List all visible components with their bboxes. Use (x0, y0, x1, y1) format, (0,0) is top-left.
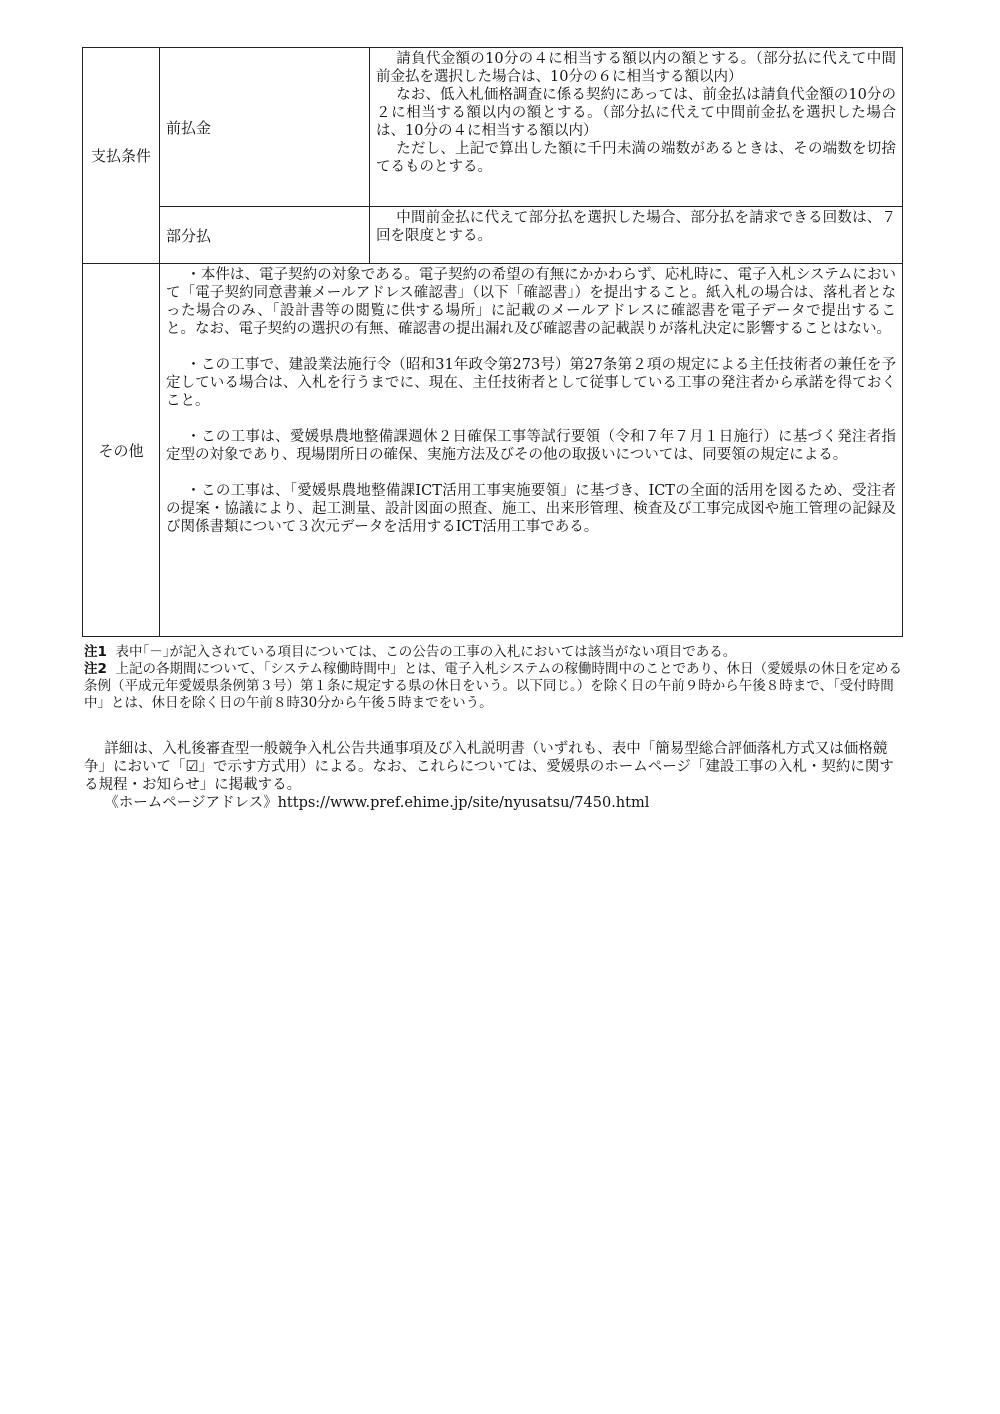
detail-text: 詳細は、入札後審査型一般競争入札公告共通事項及び入札説明書（いずれも、表中「簡易型総合評価落札方式又は価格競争」において「☑」で示す方式用）による。なお、これらについては、愛媛県のホームページ「建設工事の入札・契約に関する規程・お知らせ」に掲載する。 (84, 741, 894, 793)
note-1-label: 注1 (84, 644, 107, 660)
note-2 (84, 661, 904, 712)
advance-payment-label: 前払金 (160, 48, 370, 207)
homepage-address: 《ホームページアドレス》https://www.pref.ehime.jp/site/nyusatsu/7450.html (104, 795, 650, 811)
advance-payment-text (370, 48, 903, 207)
other-item: ・この工事は、「愛媛県農地整備課ICT活用工事実施要領」に基づき、ICTの全面的活用を図るため、受注者の提案・協議により、起工測量、設計図面の照査、施工、出来形管理、検査及び工事完成図や施工管理の記録及び関係書類について３次元データを活用するICT活用工事である。 (166, 483, 896, 535)
payment-conditions-label: 支払条件 (83, 48, 160, 264)
advance-payment-paragraph: なお、低入札価格調査に係る契約にあっては、前金払は請負代金額の10分の２に相当する額以内の額とする。（部分払に代えて中間前金払を選択した場合は、10分の４に相当する額以内） (376, 87, 896, 139)
note-1-text: 表中｢－｣が記入されている項目については、この公告の工事の入札においては該当がない項目である。 (115, 644, 737, 660)
partial-payment-paragraph: 中間前金払に代えて部分払を選択した場合、部分払を請求できる回数は、７回を限度とする。 (376, 210, 896, 244)
partial-payment-row (83, 207, 903, 264)
other-item: ・本件は、電子契約の対象である。電子契約の希望の有無にかかわらず、応札時に、電子入札システムにおいて「電子契約同意書兼メールアドレス確認書」（以下「確認書」）を提出すること。紙入札の場合は、落札者となった場合のみ、「設計書等の閲覧に供する場所」に記載のメールアドレスに確認書を電子データで提出すること。なお、電子契約の選択の有無、確認書の提出漏れ及び確認書の記載誤りが落札決定に影響することはない。 (166, 267, 896, 337)
detail-section (84, 740, 904, 812)
advance-payment-paragraph: ただし、上記で算出した額に千円未満の端数があるときは、その端数を切捨てるものとする。 (376, 141, 896, 175)
note-2-text: 上記の各期間について、「システム稼働時間中」とは、電子入札システムの稼働時間中のことであり、休日（愛媛県の休日を定める条例（平成元年愛媛県条例第３号）第１条に規定する県の休日をいう。以下同じ。）を除く日の午前９時から午後８時まで、「受付時間中」とは、休日を除く日の午前８時30分から午後５時までをいう。 (84, 661, 903, 711)
other-item: ・この工事で、建設業法施行令（昭和31年政令第273号）第27条第２項の規定による主任技術者の兼任を予定している場合は、入札を行うまでに、現在、主任技術者として従事している工事の発注者から承諾を得ておくこと。 (166, 357, 896, 409)
notes-section (84, 644, 904, 712)
other-label: その他 (83, 264, 160, 637)
advance-payment-paragraph: 請負代金額の10分の４に相当する額以内の額とする。（部分払に代えて中間前金払を選択した場合は、10分の６に相当する額以内） (376, 51, 896, 85)
note-2-label: 注2 (84, 661, 107, 677)
other-text (160, 264, 903, 637)
partial-payment-label: 部分払 (160, 207, 370, 264)
advance-payment-row (83, 48, 903, 207)
other-row (83, 264, 903, 637)
other-item: ・この工事は、愛媛県農地整備課週休２日確保工事等試行要領（令和７年７月１日施行）に基づく発注者指定型の対象であり、現場閉所日の確保、実施方法及びその他の取扱いについては、同要領の規定による。 (166, 429, 896, 463)
conditions-table (82, 47, 903, 637)
partial-payment-text (370, 207, 903, 264)
note-1 (84, 644, 904, 661)
